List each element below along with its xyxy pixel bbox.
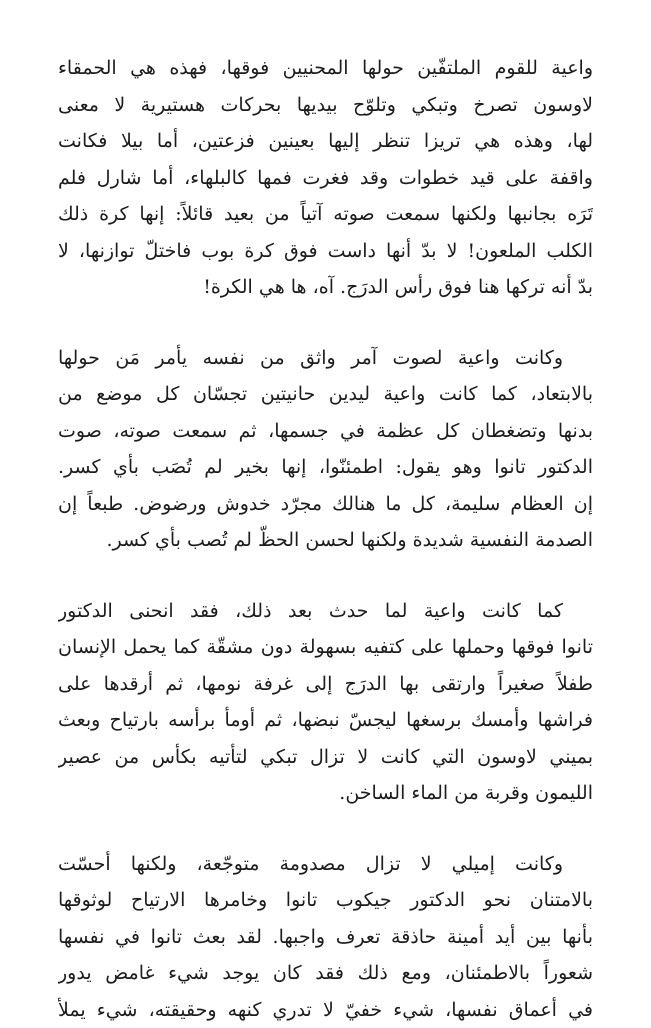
- text-line: بالابتعاد، كما كانت واعية ليدين حانيتين تجسّان كل موضع من: [58, 376, 593, 413]
- text-line: طفلاً صغيراً وارتقى بها الدرَج إلى غرفة نومها، ثم أرقدها على: [58, 666, 593, 703]
- text-line: بميني لاوسون التي كانت لا تزال تبكي لتأتيه بكأس من عصير: [58, 739, 593, 776]
- text-line: كما كانت واعية لما حدث بعد ذلك، فقد انحنى الدكتور: [58, 593, 593, 630]
- paragraph-3: [58, 593, 593, 812]
- text-line: بالامتنان نحو الدكتور جيكوب تانوا وخامرها الارتياح لوثوقها: [58, 882, 593, 919]
- paragraph-2: [58, 340, 593, 559]
- text-line: بدّ أنه تركها هنا فوق رأس الدرَج. آه، ها هي الكرة!: [58, 269, 593, 306]
- text-line: الليمون وقربة من الماء الساخن.: [58, 775, 593, 812]
- paragraph-4: [58, 846, 593, 1028]
- text-line: فراشها وأمسك برسغها ليجسّ نبضها، ثم أومأ برأسه بارتياح وبعث: [58, 702, 593, 739]
- text-line: بدنها وتضغطان كل عظمة في جسمها، ثم سمعت صوته، صوت: [58, 413, 593, 450]
- text-line: الكلب الملعون! لا بدّ أنها داست فوق كرة بوب فاختلّ توازنها، لا: [58, 233, 593, 270]
- text-line: شعوراً بالاطمئنان، ومع ذلك فقد كان يوجد شيء غامض يدور: [58, 955, 593, 992]
- text-line: تانوا فوقها وحملها على كتفيه بسهولة دون مشقّة كما يحمل الإنسان: [58, 629, 593, 666]
- text-line: في أعماق نفسها، شيء خفيّ لا تدري كنهه وحقيقته، شيء يملأ: [58, 992, 593, 1028]
- text-line: تَرَه بجانبها ولكنها سمعت صوته آتياً من بعيد قائلاً: إنها كرة ذلك: [58, 196, 593, 233]
- text-line: واقفة على قيد خطوات وقد فغرت فمها كالبلهاء، أما شارل فلم: [58, 160, 593, 197]
- paragraph-1: [58, 50, 593, 306]
- text-line: لها، وهذه هي تريزا تنظر إليها بعينين فزعتين، أما بيلا فكانت: [58, 123, 593, 160]
- text-line: لاوسون تصرخ وتبكي وتلوّح بيديها بحركات هستيرية لا معنى: [58, 87, 593, 124]
- text-line: وكانت واعية لصوت آمر واثق من نفسه يأمر مَن حولها: [58, 340, 593, 377]
- text-line: الصدمة النفسية شديدة ولكنها لحسن الحظّ لم تُصب بأي كسر.: [58, 522, 593, 559]
- text-line: إن العظام سليمة، كل ما هنالك مجرّد خدوش ورضوض. طبعاً إن: [58, 486, 593, 523]
- text-line: وكانت إميلي لا تزال مصدومة متوجّعة، ولكنها أحسّت: [58, 846, 593, 883]
- text-line: الدكتور تانوا وهو يقول: اطمئنّوا، إنها بخير لم تُصَب بأي كسر.: [58, 449, 593, 486]
- text-line: واعية للقوم الملتفّين حولها المحنيين فوقها، فهذه هي الحمقاء: [58, 50, 593, 87]
- text-line: بأنها بين أيد أمينة حاذقة تعرف واجبها. لقد بعث تانوا في نفسها: [58, 919, 593, 956]
